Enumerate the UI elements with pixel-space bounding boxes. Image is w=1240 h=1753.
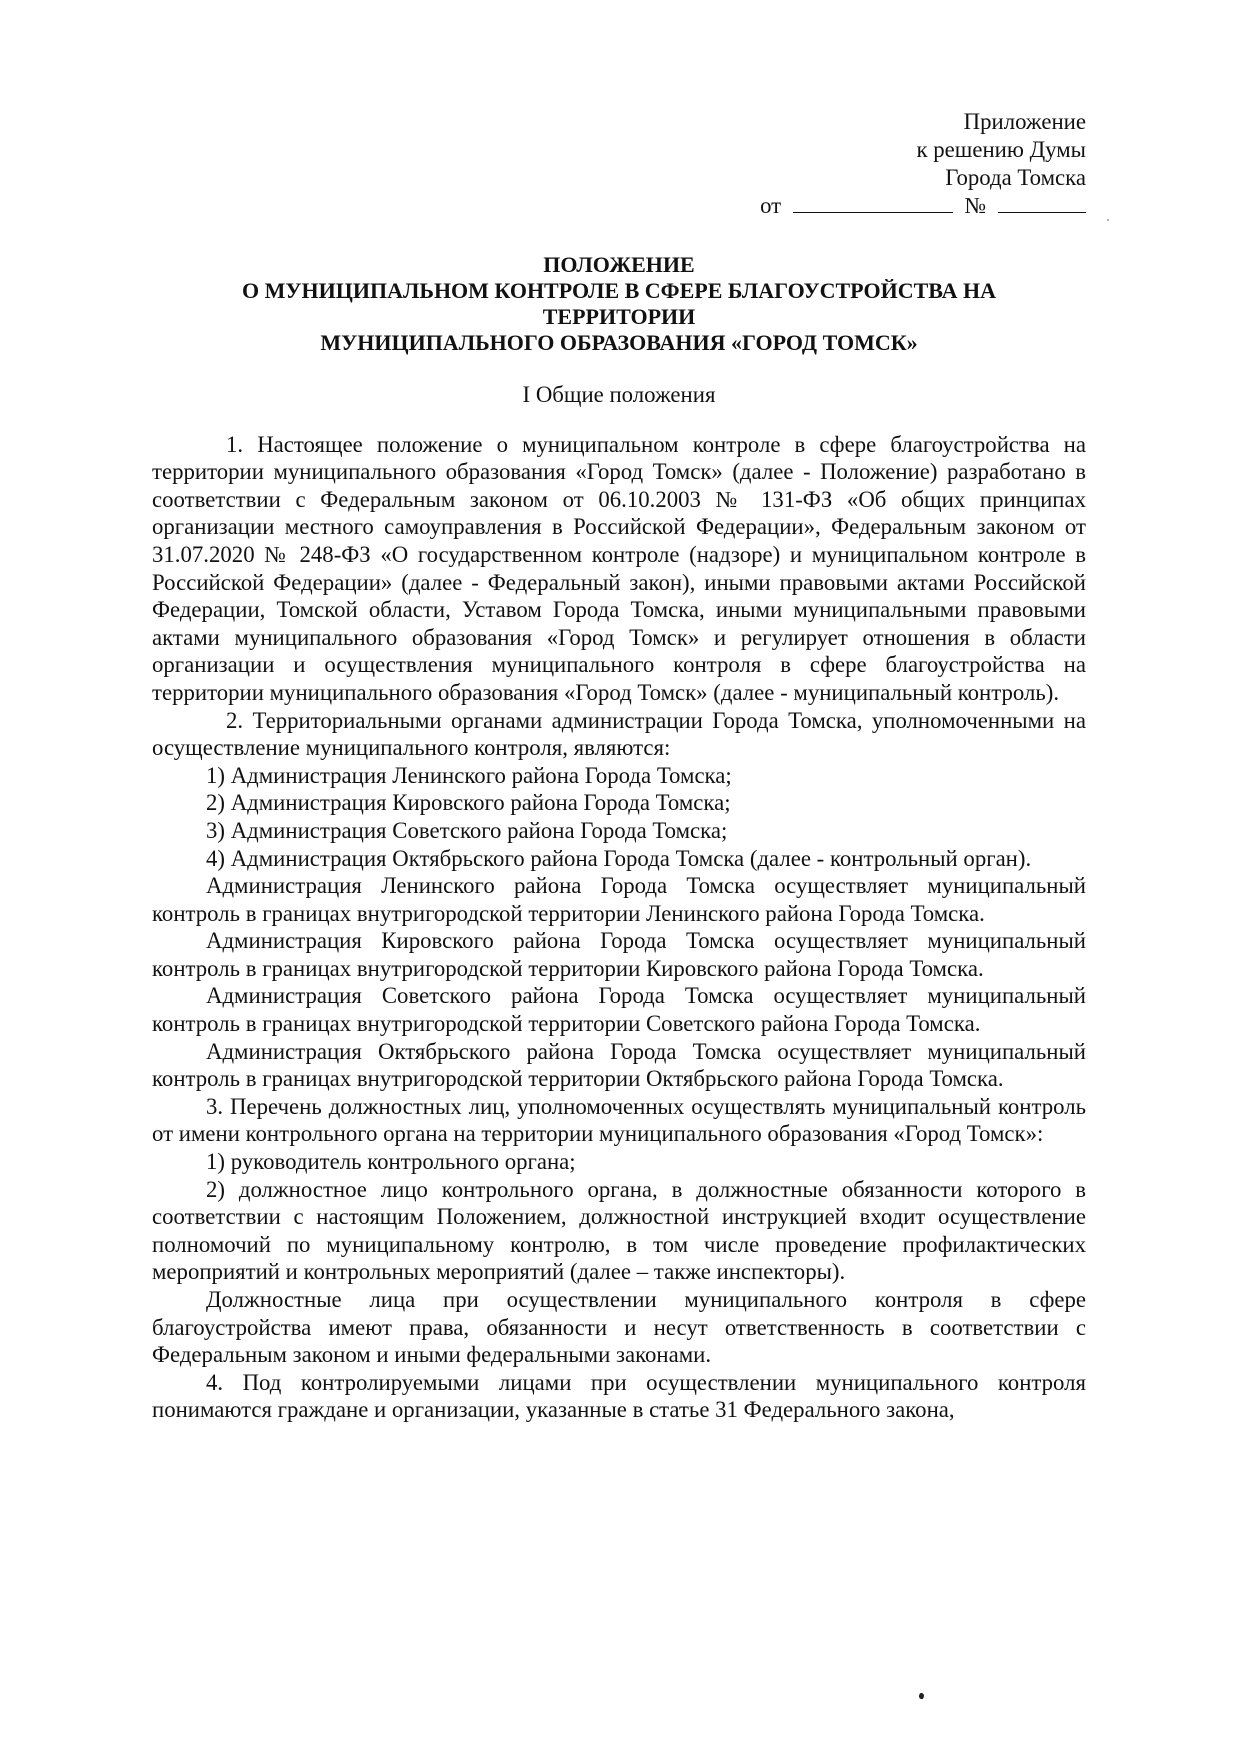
paragraph-1: 1. Настоящее положение о муниципальном контроле в сфере благоустройства на территории муниципального образования «Город Томск» (далее - Положение) разработано в соответствии с Федеральным законом от 06.10.2003 № 131-ФЗ «Об общих принципах организации местного самоуправления в Российской Федерации», Федеральным законом от 31.07.2020 № 248-ФЗ «О государственном контроле (надзоре) и муниципальном контроле в Российской Федерации» (далее - Федеральный закон), иными правовыми актами Российской Федерации, Томской области, Уставом Города Томска, иными муниципальными правовыми актами муниципального образования «Город Томск» и регулирует отношения в области организации и осуществления муниципального контроля в сфере благоустройства на территории муниципального образования «Город Томск» (далее - муниципальный контроль). [152, 431, 1086, 705]
title-line-1: ПОЛОЖЕНИЕ [543, 252, 695, 277]
number-blank [998, 194, 1086, 213]
list-item: 2) Администрация Кировского района Города Томска; [206, 790, 731, 816]
date-blank [793, 194, 953, 213]
title-line-2: О МУНИЦИПАЛЬНОМ КОНТРОЛЕ В СФЕРЕ БЛАГОУСТРОЙСТВА НА [242, 278, 996, 303]
appendix-line-2: к решению Думы [916, 137, 1086, 162]
paragraph-2d: Администрация Октябрьского района Города Томска осуществляет муниципальный контроль в границах внутригородской территории Октябрьского района Города Томска. [152, 1038, 1086, 1092]
paragraph-2a: Администрация Ленинского района Города Томска осуществляет муниципальный контроль в границах внутригородской территории Ленинского района Города Томска. [152, 873, 1086, 926]
document-title [152, 252, 1086, 356]
appendix-date-line [152, 192, 1086, 220]
scan-speck [918, 1692, 925, 1699]
paragraph-3: 3. Перечень должностных лиц, уполномоченных осуществлять муниципальный контроль от имени контрольного органа на территории муниципального образования «Город Томск»: [152, 1093, 1086, 1147]
list-item: 2) должностное лицо контрольного органа, в должностные обязанности которого в соответствии с настоящим Положением, должностной инструкцией входит осуществление полномочий по муниципальному контролю, в том числе проведение профилактических мероприятий и контрольных мероприятий (далее – также инспекторы). [152, 1176, 1086, 1285]
list-item: 4) Администрация Октябрьского района Города Томска (далее - контрольный орган). [206, 845, 1032, 871]
paragraph-2b: Администрация Кировского района Города Томска осуществляет муниципальный контроль в границах внутригородской территории Кировского района Города Томска. [152, 928, 1086, 981]
list-item: 3) Администрация Советского района Города Томска; [206, 817, 728, 843]
appendix-line-3: Города Томска [945, 165, 1086, 190]
title-line-4: МУНИЦИПАЛЬНОГО ОБРАЗОВАНИЯ «ГОРОД ТОМСК» [320, 330, 918, 355]
list-item: 1) Администрация Ленинского района Города Томска; [206, 762, 732, 788]
paragraph-2c: Администрация Советского района Города Томска осуществляет муниципальный контроль в границах внутригородской территории Советского района Города Томска. [152, 983, 1086, 1037]
date-prefix: от [760, 193, 782, 218]
scan-dot [1107, 219, 1109, 221]
list-item: 1) руководитель контрольного органа; [206, 1149, 576, 1175]
paragraph-4: 4. Под контролируемыми лицами при осуществлении муниципального контроля понимаются граждане и организации, указанные в статье 31 Федерального закона, [152, 1369, 1086, 1423]
paragraph-2: 2. Территориальными органами администрации Города Томска, уполномоченными на осуществление муниципального контроля, являются: [152, 707, 1086, 761]
document-content [152, 108, 1086, 1424]
paragraph-3a: Должностные лица при осуществлении муниципального контроля в сфере благоустройства имеют права, обязанности и несут ответственность в соответствии с Федеральным законом и иными федеральными законами. [152, 1287, 1086, 1368]
appendix-line-1: Приложение [963, 109, 1086, 134]
number-sign: № [964, 193, 987, 218]
section-heading: I Общие положения [522, 382, 716, 407]
appendix-block [152, 108, 1086, 220]
title-line-3: ТЕРРИТОРИИ [542, 304, 696, 329]
